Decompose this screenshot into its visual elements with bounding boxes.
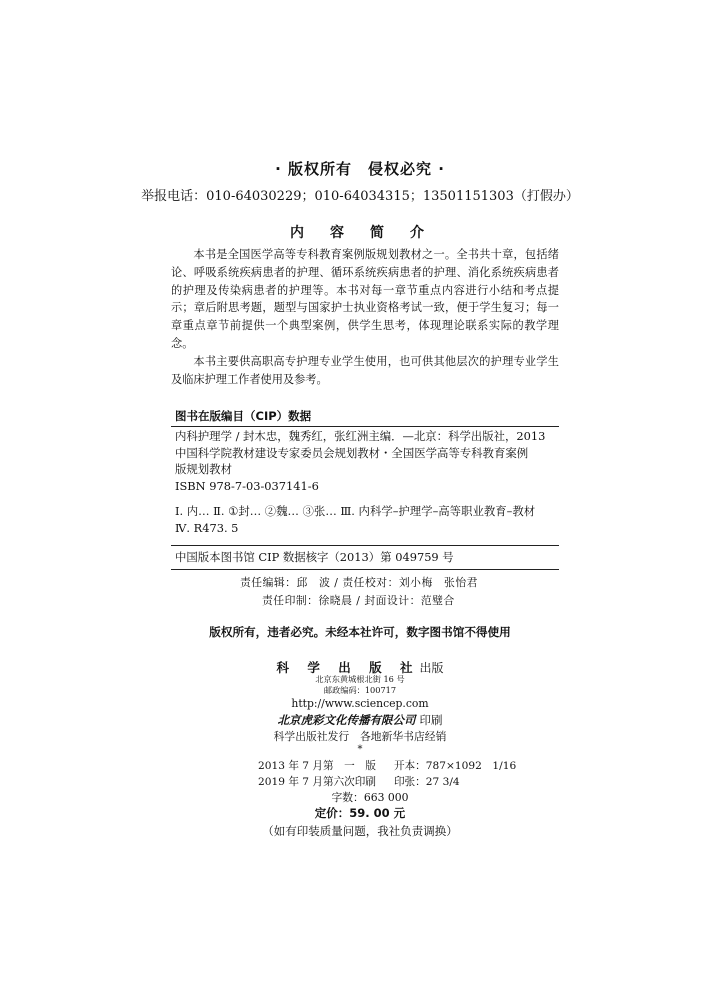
copyright-warning: 版权所有，违者必究。未经本社许可，数字图书馆不得使用 (209, 625, 511, 639)
editor-line: 责任编辑：邱 波 / 责任校对：刘小梅 张怡君 (240, 576, 478, 589)
price: 定价：59. 00 元 (314, 806, 406, 820)
printer-line (0, 712, 720, 728)
intro-heading: 内 容 简 介 (290, 225, 430, 241)
cip-line-2: 中国科学院教材建设专家委员会规划教材・全国医学高等专科教育案例 (175, 445, 529, 460)
publisher-name: 科 学 出 版 社 (276, 660, 420, 675)
cip-line-4: ISBN 978-7-03-037141-6 (175, 478, 319, 493)
publisher-url: http://www.sciencep.com (291, 697, 429, 710)
intro-body (171, 246, 559, 388)
quality-note: （如有印装质量问题，我社负责调换） (262, 824, 458, 838)
publisher-address: 北京东黄城根北街 16 号 (315, 674, 405, 684)
format: 开本：787×1092 1/16 (393, 760, 517, 772)
cip-bottom-rule (171, 569, 559, 570)
printer-suffix: 印刷 (419, 713, 443, 727)
sheets: 印张：27 3/4 (393, 776, 460, 788)
cip-top-rule (171, 426, 559, 427)
impression: 2019 年 7 月第六次印刷 (258, 776, 376, 788)
cip-mid-rule (171, 545, 559, 546)
distribution-line: 科学出版社发行 各地新华书店经销 (273, 730, 447, 743)
intro-paragraph-2: 本书主要供高职高专护理专业学生使用，也可供其他层次的护理专业学生及临床护理工作者使用及参考。 (171, 354, 559, 386)
publisher-suffix: 出版 (419, 661, 444, 675)
edition-line (258, 758, 516, 773)
cip-line-6: Ⅳ. R473. 5 (175, 520, 239, 535)
edition: 2013 年 7 月第 一 版 (258, 760, 376, 772)
cip-block (175, 428, 565, 536)
report-phone: 举报电话：010-64030229；010-64034315；13501151303（打假办） (141, 189, 579, 204)
word-count: 字数：663 000 (331, 791, 409, 804)
separator-star: * (357, 744, 363, 755)
copyright-title: · 版权所有 侵权必究 · (275, 160, 445, 178)
cip-heading: 图书在版编目（CIP）数据 (175, 409, 312, 423)
printer-name: 北京虎彩文化传播有限公司 (277, 713, 416, 727)
print-design-line: 责任印制：徐晓晨 / 封面设计：范璧合 (262, 594, 455, 607)
impression-line (258, 774, 460, 789)
cip-check-number: 中国版本图书馆 CIP 数据核字（2013）第 049759 号 (175, 550, 454, 564)
cip-line-3: 版规划教材 (175, 462, 232, 476)
intro-paragraph-1: 本书是全国医学高等专科教育案例版规划教材之一。全书共十章，包括绪论、呼吸系统疾病患者的护理、循环系统疾病患者的护理、消化系统疾病患者的护理及传染病患者的护理等。本书对每一章节重点内容进行小结和考点提示；章后附思考题，题型与国家护士执业资格考试一致，便于学生复习；每一章重点章节前提供一个典型案例，供学生思考，体现理论联系实际的教学理念。 (171, 248, 559, 350)
cip-line-5: Ⅰ. 内… Ⅱ. ①封… ②魏… ③张… Ⅲ. 内科学–护理学–高等职业教育–教材 (175, 504, 536, 518)
publisher-postcode: 邮政编码：100717 (323, 685, 397, 695)
cip-line-1: 内科护理学 / 封木忠，魏秀红，张红洲主编．—北京：科学出版社，2013 (175, 429, 546, 443)
